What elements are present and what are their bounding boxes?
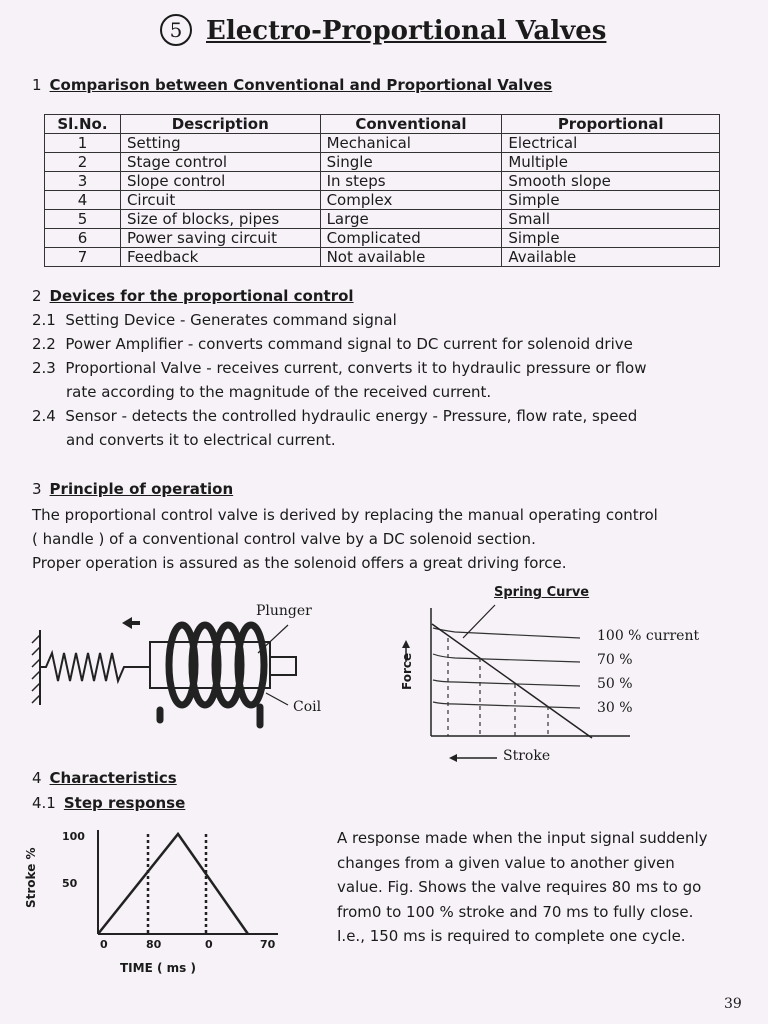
section-1-number: 1	[32, 76, 42, 94]
list-item	[32, 356, 752, 404]
description-line: A response made when the input signal suddenly	[337, 829, 708, 847]
table-row	[45, 172, 720, 191]
cell-conventional: Mechanical	[320, 134, 502, 153]
item-number: 2.2	[32, 335, 56, 353]
comparison-table	[44, 114, 720, 267]
section-3-number: 3	[32, 480, 42, 498]
section-4-title: Characteristics	[49, 769, 177, 787]
item-text: Setting Device - Generates command signal	[65, 311, 397, 329]
section-3-body	[32, 503, 752, 575]
title-text: Electro-Proportional Valves	[206, 16, 607, 46]
list-item	[32, 332, 752, 356]
plunger-rod	[270, 657, 296, 675]
section-2-list	[32, 308, 752, 452]
curve-30	[433, 702, 580, 708]
paragraph-line: The proportional control valve is derived by replacing the manual operating control	[32, 506, 658, 524]
cell-slno: 7	[45, 248, 121, 267]
cell-proportional: Multiple	[502, 153, 720, 172]
list-item	[32, 404, 752, 452]
table-header-row	[45, 115, 720, 134]
section-3-heading	[32, 480, 233, 498]
cell-conventional: Large	[320, 210, 502, 229]
cell-description: Stage control	[120, 153, 320, 172]
step-y-label: Stroke %	[24, 847, 38, 908]
cell-proportional: Available	[502, 248, 720, 267]
header-slno: Sl.No.	[45, 115, 121, 134]
section-4-1-number: 4.1	[32, 794, 56, 812]
description-line: value. Fig. Shows the valve requires 80 ms to go	[337, 878, 702, 896]
cell-proportional: Small	[502, 210, 720, 229]
page-title	[160, 14, 606, 46]
x-tick-70: 70	[260, 938, 276, 951]
plunger-label: Plunger	[256, 603, 312, 619]
item-text: Proportional Valve - receives current, converts it to hydraulic pressure or flow	[65, 359, 647, 377]
coil-leader	[266, 693, 288, 705]
header-description: Description	[120, 115, 320, 134]
table-row	[45, 191, 720, 210]
cell-proportional: Simple	[502, 191, 720, 210]
step-response-chart	[28, 822, 298, 982]
header-conventional: Conventional	[320, 115, 502, 134]
item-number: 2.1	[32, 311, 56, 329]
paragraph-line: ( handle ) of a conventional control valve by a DC solenoid section.	[32, 530, 536, 548]
section-1-heading	[32, 76, 552, 94]
spring-line	[432, 624, 592, 738]
table-row	[45, 153, 720, 172]
section-4-number: 4	[32, 769, 42, 787]
curve-label-30: 30 %	[597, 700, 633, 716]
cell-conventional: Complex	[320, 191, 502, 210]
cell-slno: 5	[45, 210, 121, 229]
x-tick-80: 80	[146, 938, 162, 951]
curve-50	[433, 680, 580, 686]
step-series-line	[98, 834, 248, 934]
y-tick-100: 100	[62, 830, 85, 843]
item-number: 2.4	[32, 407, 56, 425]
cell-slno: 3	[45, 172, 121, 191]
cell-slno: 4	[45, 191, 121, 210]
cell-description: Slope control	[120, 172, 320, 191]
header-proportional: Proportional	[502, 115, 720, 134]
cell-description: Setting	[120, 134, 320, 153]
page-number: 39	[724, 996, 742, 1012]
curve-70	[433, 654, 580, 662]
cell-slno: 2	[45, 153, 121, 172]
cell-conventional: Not available	[320, 248, 502, 267]
curve-label-100: 100 % current	[597, 628, 700, 644]
direction-arrow	[122, 617, 140, 629]
y-tick-50: 50	[62, 877, 78, 890]
title-number-badge: 5	[160, 14, 192, 46]
intersection-guides	[448, 638, 548, 736]
item-continuation: and converts it to electrical current.	[66, 431, 336, 449]
description-line: changes from a given value to another given	[337, 853, 675, 872]
table-row	[45, 210, 720, 229]
cell-description: Circuit	[120, 191, 320, 210]
spring-curve-title: Spring Curve	[494, 585, 590, 600]
item-text: Power Amplifier - converts command signal to DC current for solenoid drive	[65, 335, 633, 353]
cell-description: Size of blocks, pipes	[120, 210, 320, 229]
step-x-label: TIME ( ms )	[120, 961, 196, 975]
section-1-title: Comparison between Conventional and Proportional Valves	[49, 76, 553, 94]
cell-proportional: Smooth slope	[502, 172, 720, 191]
step-series	[98, 834, 248, 934]
table-row	[45, 229, 720, 248]
section-4-1-heading	[32, 794, 185, 812]
spring	[40, 653, 150, 681]
item-number: 2.3	[32, 359, 56, 377]
section-4-heading	[32, 769, 177, 787]
wall-hatching	[32, 635, 40, 703]
section-3-title: Principle of operation	[49, 480, 234, 498]
step-guides	[148, 834, 206, 934]
section-2-heading	[32, 287, 354, 305]
section-4-1-title: Step response	[63, 794, 186, 812]
paragraph-line: Proper operation is assured as the solenoid offers a great driving force.	[32, 554, 567, 572]
table-row	[45, 248, 720, 267]
section-2-title: Devices for the proportional control	[49, 287, 354, 305]
table-row	[45, 134, 720, 153]
curve-100	[433, 628, 580, 638]
step-response-description	[337, 826, 757, 949]
x-tick-0b: 0	[205, 938, 213, 951]
curve-label-70: 70 %	[597, 652, 633, 668]
cell-proportional: Electrical	[502, 134, 720, 153]
cell-slno: 6	[45, 229, 121, 248]
x-tick-0: 0	[100, 938, 108, 951]
force-label: Force	[400, 652, 414, 690]
cell-slno: 1	[45, 134, 121, 153]
cell-description: Power saving circuit	[120, 229, 320, 248]
coil-label: Coil	[293, 699, 322, 715]
coil	[160, 625, 264, 725]
item-continuation: rate according to the magnitude of the received current.	[66, 383, 492, 401]
cell-proportional: Simple	[502, 229, 720, 248]
stroke-arrow	[449, 754, 497, 762]
description-line: I.e., 150 ms is required to complete one cycle.	[337, 927, 686, 945]
cell-conventional: Single	[320, 153, 502, 172]
cell-conventional: Complicated	[320, 229, 502, 248]
description-line: from0 to 100 % stroke and 70 ms to fully close.	[337, 902, 694, 921]
stroke-label: Stroke	[503, 748, 551, 764]
curve-label-50: 50 %	[597, 676, 633, 692]
cell-conventional: In steps	[320, 172, 502, 191]
item-text: Sensor - detects the controlled hydraulic energy - Pressure, flow rate, speed	[65, 407, 638, 425]
list-item	[32, 308, 752, 332]
cell-description: Feedback	[120, 248, 320, 267]
section-2-number: 2	[32, 287, 42, 305]
